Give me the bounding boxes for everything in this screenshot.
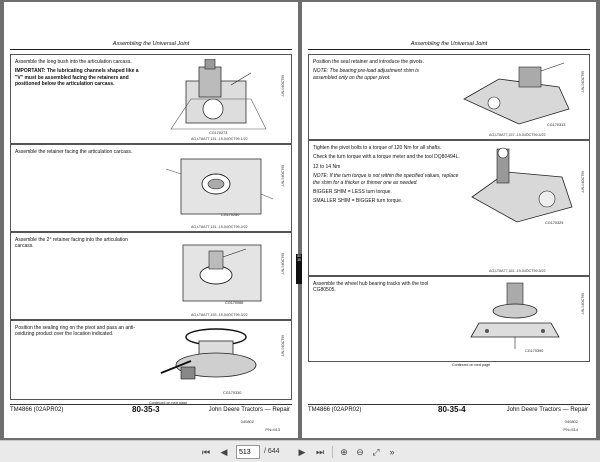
panel-instruction: Assemble the long bush into the articulation carcass. (15, 59, 132, 65)
footer-page-number: 80-35-3 (132, 405, 160, 414)
footer-date-code: 040802 (564, 419, 578, 424)
footer-manual: TM4866 (02APR02) (10, 407, 64, 413)
vertical-code: -UN-04OCT99 (581, 293, 585, 315)
vertical-code: -UN-04OCT99 (281, 335, 285, 357)
torque-check: Check the turn torque with a torque meter and the tool DQ80494L. (313, 154, 460, 161)
illustration-second-retainer (161, 237, 276, 309)
previous-page-icon[interactable]: ◀ (220, 447, 228, 457)
panel-instruction: Assemble the retainer facing the articulation carcass. (15, 149, 133, 155)
vertical-code: -UN-04OCT99 (281, 253, 285, 275)
important-text: The lubricating channels shaped like a "V" must be assembled facing the retainers and positioned below the articulation carcass. (15, 68, 139, 88)
illustration-pivots (459, 59, 574, 131)
more-options-icon[interactable]: » (389, 447, 395, 457)
torque-instruction: Tighten the pivot bolts to a torque of 120 Nm for all shafts. (313, 145, 442, 151)
smaller-shim: SMALLER SHIM = BIGGER turn torque. (313, 198, 403, 205)
note-text: The bearing pre-load adjustment shim is assembled only on the upper pivot. (313, 68, 419, 81)
right-page-header: Assembling the Universal Joint (308, 41, 590, 50)
reference-code: AG,LT8A77,151 -19-04OCT99-2/22 (191, 225, 248, 229)
first-page-icon[interactable]: ⏮ (201, 447, 211, 457)
footer-pn: PN=514 (563, 427, 578, 432)
vertical-code: -UN-04OCT99 (281, 165, 285, 187)
reference-code: AG,LT8A77,153 -19-04OCT99-3/22 (191, 313, 248, 317)
figure-code: CG170390 (525, 349, 544, 353)
left-panel-1 (10, 54, 292, 144)
reference-code: AG,LT8A77,161 -19-04OCT99-5/22 (489, 269, 546, 273)
illustration-torque-meter (467, 147, 577, 227)
panel-instruction: Assemble the 2° retainer facing into the articulation carcass. (15, 237, 128, 250)
important-label: IMPORTANT: (15, 68, 46, 75)
figure-code: CG170313 (547, 123, 566, 127)
last-page-icon[interactable]: ⏭ (315, 447, 325, 457)
next-page-icon[interactable]: ▶ (298, 447, 306, 457)
page-total: / 644 (264, 448, 280, 455)
figure-code: CG170330 (223, 391, 242, 395)
bigger-shim: BIGGER SHIM = LESS turn torque. (313, 189, 392, 196)
reference-code: AG,LT8A77,157 -19-04OCT99-4/22 (489, 133, 546, 137)
continued-note: Continued on next page (452, 363, 491, 367)
right-page (302, 2, 596, 438)
left-page-header: Assembling the Universal Joint (10, 41, 292, 50)
panel-instruction: Assemble the wheel hub bearing tracks with the tool CG80505. (313, 281, 429, 294)
left-panel-2 (10, 144, 292, 232)
footer-page-number: 80-35-4 (438, 405, 466, 414)
left-panel-3 (10, 232, 292, 320)
footer-pn: PN=513 (265, 427, 280, 432)
panel-instruction: Position the seal retainer and introduce the pivots. (313, 59, 424, 65)
fullscreen-icon[interactable]: ⤢ (372, 447, 380, 457)
viewer-toolbar (0, 440, 600, 462)
figure-code: CG170066 (225, 301, 244, 305)
section-tab: 80 35 (296, 254, 302, 284)
left-panel-4 (10, 320, 292, 400)
footer-date-code: 040802 (240, 419, 254, 424)
right-panel-1 (308, 54, 590, 140)
note-text: If the turn torque is not within the specified values, replace the shim for a thicker or thinner one as needed. (313, 173, 459, 186)
footer-title: John Deere Tractors — Repair (208, 407, 290, 413)
right-panel-2 (308, 140, 590, 276)
illustration-sealing-ring (151, 323, 281, 389)
figure-code: CG170329 (545, 221, 564, 225)
vertical-code: -UN-04OCT99 (581, 171, 585, 193)
vertical-code: -UN-04OCT99 (281, 75, 285, 97)
figure-code: CG170273 (209, 131, 228, 135)
torque-range: 12 to 14 Nm (313, 163, 341, 170)
note-label: NOTE: (313, 173, 329, 180)
toolbar-separator (332, 446, 333, 458)
zoom-out-icon[interactable]: ⊖ (356, 447, 364, 457)
vertical-code: -UN-04OCT99 (581, 71, 585, 93)
page-number-input[interactable] (236, 445, 260, 459)
illustration-retainer (161, 149, 276, 221)
reference-code: AG,LT8A77,151 -19-04OCT99-1/22 (191, 137, 248, 141)
note-label: NOTE: (313, 68, 329, 75)
figure-code: CG170280 (221, 213, 240, 217)
footer-title: John Deere Tractors — Repair (506, 407, 588, 413)
right-panel-3 (308, 276, 590, 362)
continued-note: Continued on next page (149, 401, 188, 405)
footer-manual: TM4866 (02APR02) (308, 407, 362, 413)
zoom-in-icon[interactable]: ⊕ (340, 447, 348, 457)
left-page (4, 2, 298, 438)
panel-instruction: Position the sealing ring on the pivot and pass an anti-oxidizing product over the location indicated. (15, 325, 136, 338)
illustration-wheel-hub (459, 281, 574, 353)
illustration-bush-assembly (161, 59, 276, 134)
